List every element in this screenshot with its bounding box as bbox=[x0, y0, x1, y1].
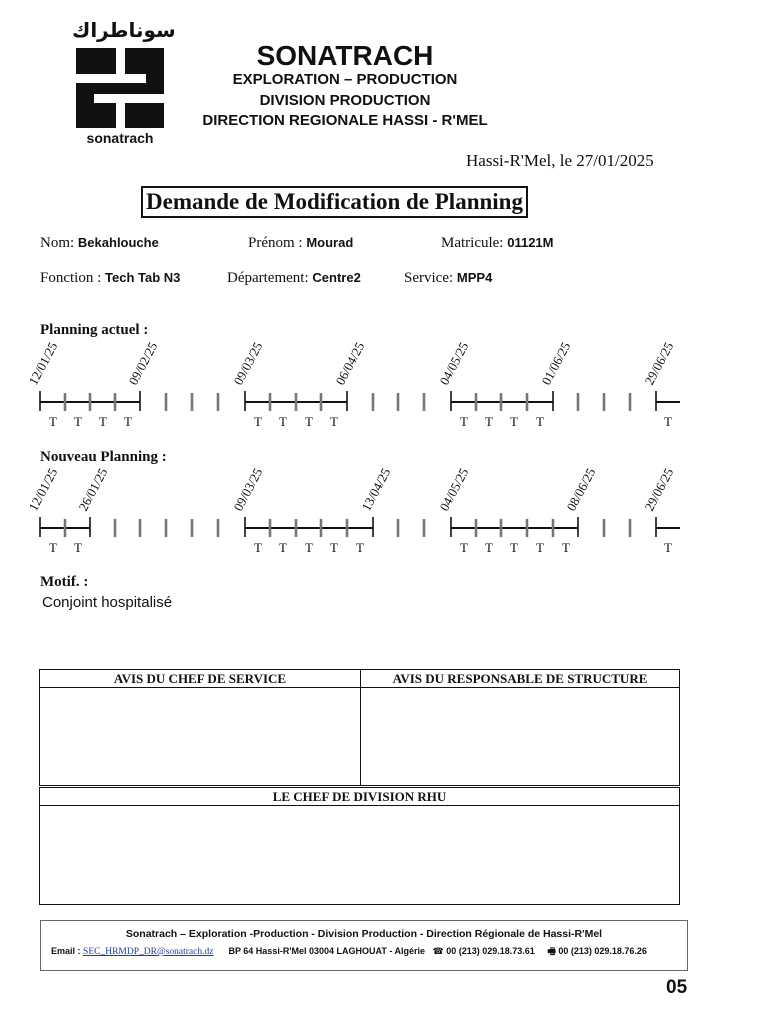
nouveau-shift-letter: T bbox=[254, 540, 262, 555]
matricule-field bbox=[441, 235, 554, 252]
actuel-date-label: 04/05/25 bbox=[436, 340, 472, 388]
company-name: SONATRACH bbox=[256, 40, 434, 71]
logo-arabic-text: سوناطراك bbox=[72, 20, 176, 42]
nouveau-shift-letter: T bbox=[330, 540, 338, 555]
nouveau-shift-letter: T bbox=[49, 540, 57, 555]
nouveau-date-label: 12/01/25 bbox=[25, 465, 61, 514]
actuel-shift-letter: T bbox=[510, 414, 518, 429]
planning-actuel-label: Planning actuel : bbox=[40, 322, 149, 338]
matricule-label: Matricule: bbox=[441, 235, 504, 251]
nouveau-shift-letter: T bbox=[305, 540, 313, 555]
actuel-shift-letter: T bbox=[330, 414, 338, 429]
footer-fax: 🖷 00 (213) 029.18.76.26 bbox=[547, 946, 647, 956]
nouveau-shift-letter: T bbox=[485, 540, 493, 555]
service-value: MPP4 bbox=[456, 270, 493, 285]
departement-label: Département: bbox=[227, 270, 309, 286]
prenom-field bbox=[248, 235, 353, 252]
nouveau-shift-letter: T bbox=[664, 540, 672, 555]
actuel-shift-letter: T bbox=[305, 414, 313, 429]
nouveau-planning-label: Nouveau Planning : bbox=[40, 449, 167, 465]
avis-chef-service-header: AVIS DU CHEF DE SERVICE bbox=[113, 671, 287, 686]
service-label: Service: bbox=[404, 270, 454, 286]
actuel-shift-letter: T bbox=[536, 414, 544, 429]
service-field bbox=[404, 270, 492, 287]
nouveau-shift-letter: T bbox=[356, 540, 364, 555]
sonatrach-logo-icon bbox=[76, 48, 164, 128]
matricule-value: 01121M bbox=[507, 235, 554, 250]
page-number: 05 bbox=[666, 977, 688, 998]
departement-value: Centre2 bbox=[312, 270, 361, 285]
avis-responsable-structure-header: AVIS DU RESPONSABLE DE STRUCTURE bbox=[392, 671, 648, 686]
nouveau-shift-letter: T bbox=[562, 540, 570, 555]
prenom-value: Mourad bbox=[306, 235, 354, 250]
actuel-date-label: 29/06/25 bbox=[641, 340, 677, 388]
footer-line-1: Sonatrach – Exploration -Production - Division Production - Direction Régionale de Hassi-R'Mel bbox=[125, 928, 603, 940]
departement-field bbox=[227, 270, 361, 287]
place-date: Hassi-R'Mel, le 27/01/2025 bbox=[466, 151, 654, 170]
nom-label: Nom: bbox=[40, 235, 75, 251]
header-line-3: DIRECTION REGIONALE HASSI - R'MEL bbox=[202, 112, 488, 129]
logo-wordmark: sonatrach bbox=[86, 130, 154, 146]
avis-table bbox=[39, 669, 680, 786]
nouveau-date-label: 13/04/25 bbox=[358, 465, 394, 514]
footer-phone: ☎ 00 (213) 029.18.73.61 bbox=[432, 946, 535, 956]
footer bbox=[40, 920, 688, 971]
nouveau-shift-letter: T bbox=[74, 540, 82, 555]
footer-address: BP 64 Hassi-R'Mel 03004 LAGHOUAT - Algérie bbox=[228, 946, 425, 956]
nouveau-date-label: 29/06/25 bbox=[641, 465, 677, 514]
nouveau-date-label: 08/06/25 bbox=[563, 465, 599, 514]
nouveau-shift-letter: T bbox=[279, 540, 287, 555]
footer-email-link[interactable]: SEC_HRMDP_DR@sonatrach.dz bbox=[83, 947, 214, 957]
fonction-label: Fonction : bbox=[40, 270, 102, 286]
motif-label: Motif. : bbox=[40, 574, 89, 590]
footer-email-label: Email : bbox=[51, 946, 81, 956]
actuel-date-label: 09/03/25 bbox=[230, 340, 266, 388]
document-title: Demande de Modification de Planning bbox=[141, 186, 528, 218]
fonction-value: Tech Tab N3 bbox=[105, 270, 181, 285]
actuel-shift-letter: T bbox=[279, 414, 287, 429]
actuel-shift-letter: T bbox=[99, 414, 107, 429]
nom-field bbox=[40, 235, 159, 252]
chef-division-header: LE CHEF DE DIVISION RHU bbox=[272, 789, 447, 804]
actuel-date-label: 12/01/25 bbox=[25, 340, 61, 388]
actuel-shift-letter: T bbox=[74, 414, 82, 429]
actuel-shift-letter: T bbox=[664, 414, 672, 429]
fonction-field bbox=[40, 270, 180, 287]
nouveau-date-label: 26/01/25 bbox=[75, 465, 111, 514]
header-line-2: DIVISION PRODUCTION bbox=[259, 92, 431, 109]
prenom-label: Prénom : bbox=[248, 235, 303, 251]
planning-timelines bbox=[0, 340, 768, 565]
actuel-date-label: 06/04/25 bbox=[332, 340, 368, 388]
chef-division-table bbox=[39, 787, 680, 905]
nouveau-shift-letter: T bbox=[536, 540, 544, 555]
actuel-date-label: 01/06/25 bbox=[538, 340, 574, 388]
footer-line-2 bbox=[51, 944, 647, 960]
header-line-1: EXPLORATION – PRODUCTION bbox=[232, 71, 458, 88]
nouveau-date-label: 04/05/25 bbox=[436, 465, 472, 514]
nouveau-shift-letter: T bbox=[460, 540, 468, 555]
actuel-date-label: 09/02/25 bbox=[125, 340, 161, 388]
actuel-shift-letter: T bbox=[254, 414, 262, 429]
actuel-shift-letter: T bbox=[124, 414, 132, 429]
actuel-shift-letter: T bbox=[460, 414, 468, 429]
actuel-shift-letter: T bbox=[485, 414, 493, 429]
nom-value: Bekahlouche bbox=[77, 235, 159, 250]
actuel-shift-letter: T bbox=[49, 414, 57, 429]
nouveau-date-label: 09/03/25 bbox=[230, 465, 266, 514]
nouveau-shift-letter: T bbox=[510, 540, 518, 555]
motif-text: Conjoint hospitalisé bbox=[42, 594, 173, 611]
